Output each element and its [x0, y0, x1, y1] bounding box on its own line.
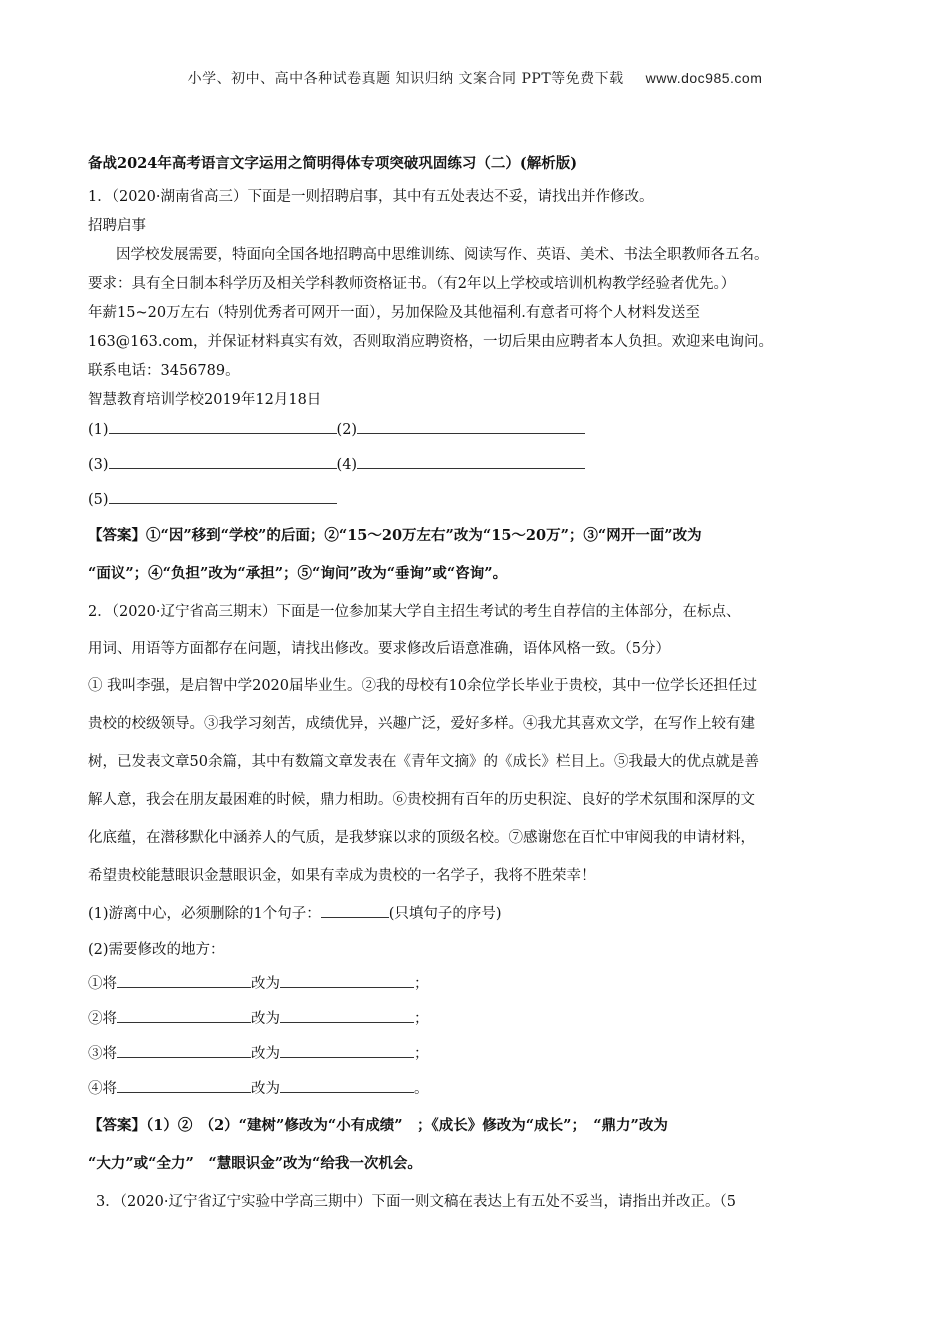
q2-edit-row [88, 972, 429, 993]
blank-label: (4) [336, 457, 358, 473]
doc-title: 备战2024年高考语言文字运用之简明得体专项突破巩固练习（二）(解析版) [88, 155, 578, 172]
edit-num: ②将 [88, 1011, 117, 1027]
answer-blank[interactable] [117, 1007, 251, 1023]
header-text: 小学、初中、高中各种试卷真题 知识归纳 文案合同 PPT等免费下载 [187, 71, 624, 87]
answer-blank[interactable] [117, 972, 251, 988]
answer-blank[interactable] [117, 1042, 251, 1058]
q1-body-line: 要求：具有全日制本科学历及相关学科教师资格证书。（有2年以上学校或培训机构教学经验者优先。） [88, 276, 736, 292]
answer-blank[interactable] [280, 1042, 414, 1058]
answer-blank[interactable] [109, 453, 337, 469]
q1-body-line: 163@163.com，并保证材料真实有效，否则取消应聘资格，一切后果由应聘者本人负担。欢迎来电询问。 [88, 334, 774, 350]
q1-answer-line: “面议”；④“负担”改为“承担”；⑤“询问”改为“垂询”或“咨询”。 [88, 565, 508, 582]
answer-blank[interactable] [109, 488, 337, 504]
answer-tag: 【答案】 [88, 527, 146, 544]
q2-stem: 2．（2020·辽宁省高三期末）下面是一位参加某大学自主招生考试的考生自荐信的主体部分，在标点、 [88, 604, 741, 620]
q2-sub1 [88, 902, 502, 923]
header-url[interactable]: www.doc985.com [645, 70, 763, 86]
q2-answer-line: “大力”或“全力” “慧眼识金”改为“给我一次机会。 [88, 1155, 422, 1172]
edit-end: ； [414, 1046, 429, 1062]
edit-end: 。 [414, 1081, 429, 1097]
page-header [0, 68, 950, 88]
q1-body-line: 年薪15~20万左右（特别优秀者可网开一面），另加保险及其他福利.有意者可将个人材料发送至 [88, 305, 700, 321]
q1-blank-row [88, 488, 337, 508]
q1-body-line: 因学校发展需要，特面向全国各地招聘高中思维训练、阅读写作、英语、美术、书法全职教师各五名。 [116, 247, 769, 263]
answer-blank[interactable] [280, 972, 414, 988]
q2-body-line: 希望贵校能慧眼识金慧眼识金，如果有幸成为贵校的一名学子，我将不胜荣幸！ [88, 868, 596, 884]
answer-tag: 【答案】 [88, 1117, 146, 1134]
sub1-prefix: (1)游离中心，必须删除的1个句子： [88, 906, 321, 922]
q1-answer-line [88, 524, 702, 545]
q2-body-line: 树，已发表文章50余篇，其中有数篇文章发表在《青年文摘》的《成长》栏目上。⑤我最大的优点就是善 [88, 754, 759, 770]
edit-num: ③将 [88, 1046, 117, 1062]
q2-answer-line [88, 1114, 668, 1135]
q2-body-line: 贵校的校级领导。③我学习刻苦，成绩优异，兴趣广泛，爱好多样。④我尤其喜欢文学，在写作上较有建 [88, 716, 755, 732]
q1-heading: 招聘启事 [88, 218, 146, 234]
answer-text: ①“因”移到“学校”的后面；②“15～20万左右”改为“15～20万”；③“网开一面”改为 [146, 527, 702, 544]
answer-blank[interactable] [357, 418, 585, 434]
q2-body-line: 解人意，我会在朋友最困难的时候，鼎力相助。⑥贵校拥有百年的历史积淀、良好的学术氛围和深厚的文 [88, 792, 755, 808]
blank-label: (1) [88, 422, 109, 438]
q1-blank-row [88, 453, 585, 473]
q1-body-line: 联系电话：3456789。 [88, 363, 240, 379]
edit-end: ； [414, 976, 429, 992]
edit-end: ； [414, 1011, 429, 1027]
q2-body-line: ① 我叫李强，是启智中学2020届毕业生。②我的母校有10余位学长毕业于贵校，其中一位学长还担任过 [88, 678, 757, 694]
edit-mid: 改为 [251, 1011, 280, 1027]
answer-text: （1）② （2）“建树”修改为“小有成绩” ；《成长》修改为“成长”； “鼎力”改为 [146, 1117, 668, 1134]
sub1-suffix: (只填句子的序号) [388, 906, 502, 922]
edit-mid: 改为 [251, 976, 280, 992]
q2-edit-row [88, 1077, 429, 1098]
q2-sub2: (2)需要修改的地方： [88, 942, 225, 958]
edit-mid: 改为 [251, 1046, 280, 1062]
q2-edit-row [88, 1007, 429, 1028]
q3-stem: 3．（2020·辽宁省辽宁实验中学高三期中）下面一则文稿在表达上有五处不妥当，请指出并改正。（5 [96, 1194, 736, 1210]
blank-label: (2) [336, 422, 358, 438]
answer-blank[interactable] [321, 902, 389, 918]
q2-stem: 用词、用语等方面都存在问题，请找出修改。要求修改后语意准确，语体风格一致。（5分） [88, 641, 670, 657]
q1-stem: 1．（2020·湖南省高三）下面是一则招聘启事，其中有五处表达不妥，请找出并作修改。 [88, 189, 654, 205]
edit-num: ①将 [88, 976, 117, 992]
answer-blank[interactable] [117, 1077, 251, 1093]
edit-num: ④将 [88, 1081, 117, 1097]
blank-label: (3) [88, 457, 109, 473]
answer-blank[interactable] [280, 1007, 414, 1023]
edit-mid: 改为 [251, 1081, 280, 1097]
q1-blank-row [88, 418, 585, 438]
blank-label: (5) [88, 492, 109, 508]
answer-blank[interactable] [280, 1077, 414, 1093]
answer-blank[interactable] [357, 453, 585, 469]
answer-blank[interactable] [109, 418, 337, 434]
q1-signature: 智慧教育培训学校2019年12月18日 [88, 392, 322, 408]
q2-edit-row [88, 1042, 429, 1063]
q2-body-line: 化底蕴，在潜移默化中涵养人的气质，是我梦寐以求的顶级名校。⑦感谢您在百忙中审阅我的申请材料， [88, 830, 755, 846]
